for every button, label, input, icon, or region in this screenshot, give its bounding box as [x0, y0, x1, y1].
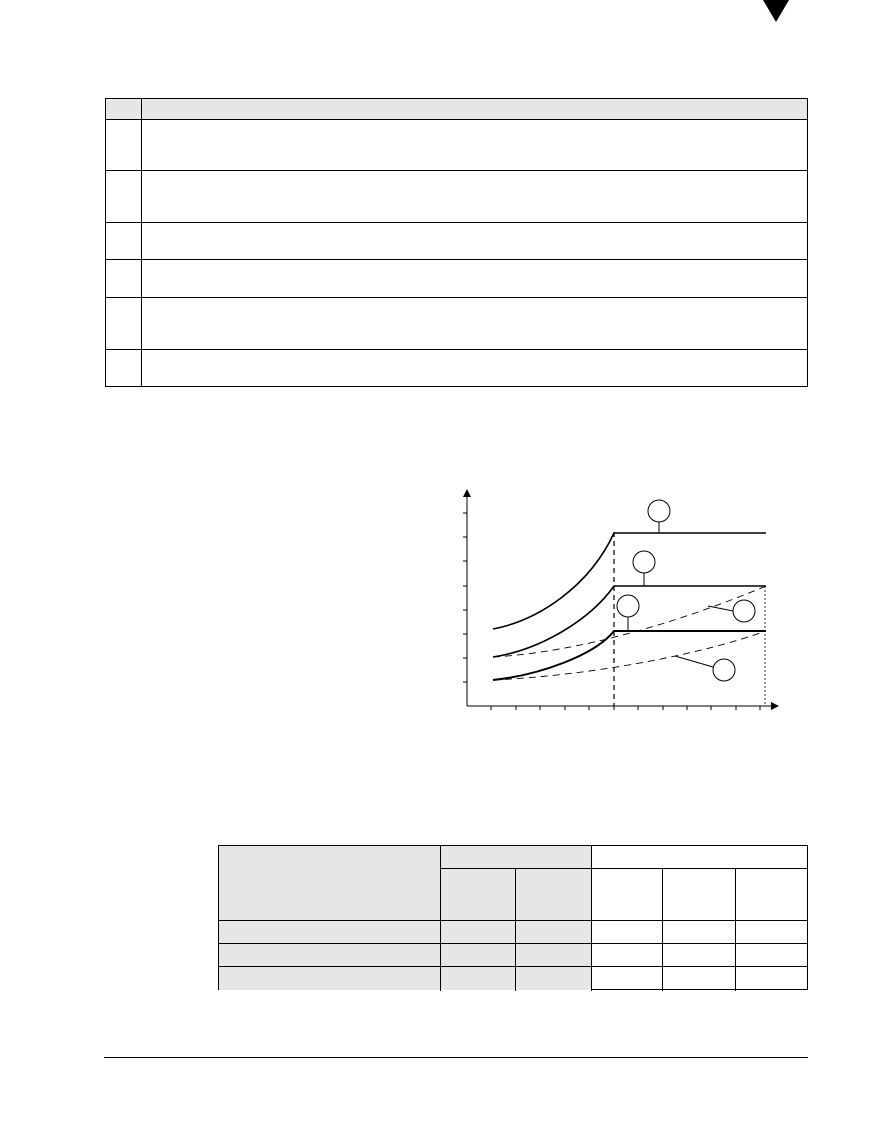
data-table	[218, 845, 808, 990]
col-divider	[662, 868, 663, 991]
col-divider	[515, 868, 516, 991]
column-divider	[141, 99, 142, 386]
row-divider	[106, 349, 807, 350]
corner-mark	[763, 0, 789, 22]
callout-5	[675, 656, 735, 681]
callout-2	[633, 551, 655, 586]
description-table	[105, 98, 808, 387]
row-divider	[106, 259, 807, 260]
characteristic-curves-figure	[455, 482, 795, 722]
callout-1	[648, 500, 670, 533]
row-divider	[219, 920, 808, 921]
table-header-row	[106, 99, 807, 120]
x-ticks	[491, 706, 760, 710]
row-divider	[106, 222, 807, 223]
col-divider	[735, 868, 736, 991]
callout-3	[617, 595, 639, 631]
row-divider	[219, 943, 808, 944]
row-divider	[219, 966, 808, 967]
callout-4	[708, 600, 755, 622]
row-divider	[106, 297, 807, 298]
header-group-1	[440, 846, 591, 868]
footer-rule	[104, 1057, 808, 1058]
row-divider	[440, 868, 808, 869]
row-divider	[106, 170, 807, 171]
row-header-cell	[219, 846, 440, 920]
y-ticks	[463, 513, 467, 682]
shaded-body-cells	[219, 920, 591, 990]
